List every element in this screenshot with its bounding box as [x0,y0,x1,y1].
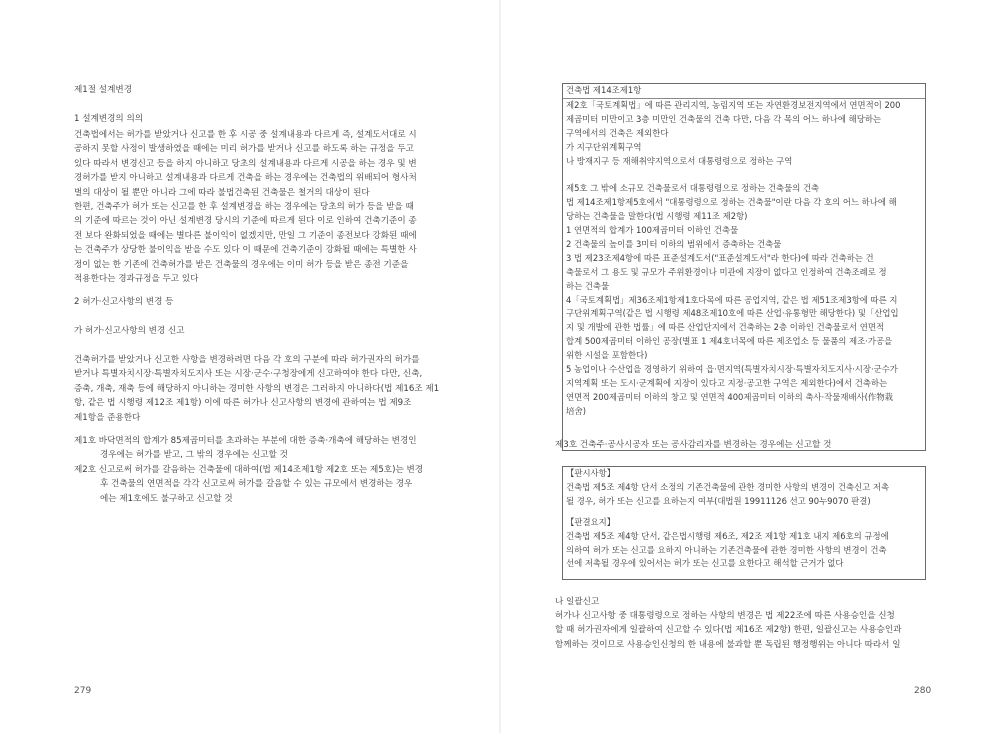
body-line: 의 기준에 따르는 것이 아닌 설계변경 당시의 기준에 따르게 된다 이로 인하여 건축기준이 종 [74,216,417,227]
law-box-line: 위한 시설을 포함한다) [566,350,648,361]
law-box-line: 구역에서의 건축은 제외한다 [566,127,669,138]
case-line: 건축법 제5조 제4항 단서 소정의 기존건축물에 관한 경미한 사항의 변경이 건축신고 저촉 [566,481,890,492]
body-line: 항, 같은 법 시행령 제12조 제1항) 이에 따른 허가나 신고사항의 변경에 관하여는 법 제9조 [74,398,412,409]
body-line: 한편, 건축주가 허가 또는 신고를 한 후 설계변경을 하는 경우에는 당초의 허가 등을 받을 때 [74,202,414,213]
case-line: 건축법 제5조 제4항 단서, 같은법시행령 제6조, 제2조 제1항 제1호 내지 제6호의 규정에 [566,530,889,541]
subsection-b-body [555,609,901,652]
page-number: 279 [74,686,92,696]
clause-item: 제2호 신고로써 허가를 갈음하는 건축물에 대하여(법 제14조제1항 제2호 또는 제5호)는 변경 [74,464,424,475]
case-law-box [562,466,926,580]
subsection-title: 1 설계변경의 의의 [74,114,144,124]
clause-item-3: 제3호 건축주·공사시공자 또는 공사감리자를 변경하는 경우에는 신고할 것 [555,440,832,450]
law-box-line: 하는 건축물 [566,280,610,291]
body-line: 있다 따라서 변경신고 등을 하지 아니하고 당초의 설계내용과 다르게 시공을 하는 경우 및 변 [74,158,417,169]
law-box-line: 축물로서 그 용도 및 규모가 주위환경이나 미관에 지장이 없다고 인정하여 건축조례로 정 [566,266,887,277]
subsection-title: 2 허가·신고사항의 변경 등 [74,297,174,307]
body-line: 허가나 신고사항 중 대통령령으로 정하는 사항의 변경은 법 제22조에 따른 사용승인을 신청 [555,611,895,621]
clause-list [74,434,423,506]
body-line: 건축허가를 받았거나 신고한 사항을 변경하려면 다음 각 호의 구분에 따라 허가권자의 허가를 [74,355,420,365]
body-line: 정이 없는 한 기존에 건축허가를 받은 건축물의 경우에는 이미 허가 등을 받은 종전 기준을 [74,259,409,270]
law-box-line: 지역계획 또는 도시·군계획에 지장이 있다고 지정·공고한 구역은 제외한다)에서 건축하는 [566,378,888,389]
right-page [500,0,1000,733]
law-box-line: 법 제14조제1항제5호에서 "대통령령으로 정하는 건축물"이란 다음 각 호의 어느 하나에 해 [566,197,897,208]
subsection-1-body [74,128,417,286]
body-line: 적용한다는 경과규정을 두고 있다 [74,274,199,285]
case-heading: 【판결요지】 [566,516,616,527]
law-box-line: 제곱미터 미만이고 3층 미만인 건축물의 건축 다만, 다음 각 목의 어느 하나에 해당하는 [566,113,882,124]
law-box-line: 구단위계획구역(같은 법 시행령 제48조제10호에 따른 산업·유통형만 해당한다) 및「산업입 [566,308,899,319]
law-box-line: 2 건축물의 높이를 3미터 이하의 범위에서 증축하는 건축물 [566,238,782,249]
page-number: 280 [914,686,932,696]
body-line: 함께하는 것이므로 사용승인신청의 한 내용에 불과할 뿐 독립된 행정행위는 아니다 따라서 일 [555,639,901,650]
case-line: 될 경우, 허가 또는 신고를 요하는지 여부(대법원 19911126 선고 90누9070 판결) [566,495,871,506]
law-box-line: 가 지구단위계획구역 [566,141,642,152]
body-line: 제1항을 준용한다 [74,412,141,423]
law-box-line: 나 방재지구 등 재해취약지역으로서 대통령령으로 정하는 구역 [566,155,793,166]
subsection-title: 가 허가·신고사항의 변경 신고 [74,326,185,336]
case-heading: 【판시사항】 [566,468,616,478]
law-box-line: 제5호 그 밖에 소규모 건축물로서 대통령령으로 정하는 건축물의 건축 [566,183,820,194]
law-box-line: 연면적 200제곱미터 이하의 창고 및 연면적 400제곱미터 이하의 축사·작물재배사(作物栽 [566,391,894,402]
clause-item: 제1호 바닥면적의 합계가 85제곱미터를 초과하는 부분에 대한 증축·개축에 해당하는 변경인 [74,436,417,446]
case-line: 선에 저촉될 경우에 있어서는 허가 또는 신고를 요한다고 해석할 근거가 없다 [566,558,844,569]
body-line: 건축법에서는 허가를 받았거나 신고를 한 후 시공 중 설계내용과 다르게 즉, 설계도서대로 시 [74,130,417,140]
body-line: 공하지 못할 사정이 발생하였을 때에는 미리 허가를 받거나 신고를 하도록 하는 규정을 두고 [74,144,414,155]
subsection-2a-body [74,353,439,425]
law-box-line: 1 연면적의 합계가 100제곱미터 이하인 건축물 [566,225,739,236]
law-box-line: 지 및 개발에 관한 법률」에 따른 산업단지에서 건축하는 2층 이하인 건축물로서 연면적 [566,322,885,333]
body-line: 는 건축주가 상당한 불이익을 받을 수도 있다 이 때문에 건축기준이 강화될 때에는 특별한 사 [74,245,417,256]
body-line: 벌의 대상이 될 뿐만 아니라 그에 따라 불법건축된 건축물은 철거의 대상이 된다 [74,187,370,198]
law-excerpt-box [562,83,926,451]
law-box-line: 3 법 제23조제4항에 따른 표준설계도서("표준설계도서"라 한다)에 따라 건축하는 건 [566,252,874,263]
body-line: 경허가를 받지 아니하고 설계내용과 다르게 건축을 하는 경우에는 건축법의 위배되어 형사처 [74,173,417,184]
law-box-line: 5 농업이나 수산업을 경영하기 위하여 읍·면지역(특별자치시장·특별자치도지사·시장·군수가 [566,364,898,375]
law-box-line: 培舍) [566,405,587,416]
body-line: 할 때 허가권자에게 일괄하여 신고할 수 있다(법 제16조 제2항) 한편, 일괄신고는 사용승인과 [555,625,902,636]
body-line: 받거나 특별자치시장·특별자치도지사 또는 시장·군수·구청장에게 신고하여야 한다 다만, 신축, [74,369,423,380]
case-line: 의하여 허가 또는 신고를 요하지 아니하는 기존건축물에 관한 경미한 사항의 변경이 건축 [566,544,887,555]
body-line: 전 보다 완화되었을 때에는 별다른 불이익이 없겠지만, 만일 그 기준이 종전보다 강화된 때에 [74,230,417,241]
body-line: 증축, 개축, 재축 등에 해당하지 아니하는 경미한 사항의 변경은 그러하지 아니하다(법 제16조 제1 [74,383,440,394]
law-box-header: 건축법 제14조제1항 [563,84,925,99]
clause-continuation: 후 건축물의 연면적을 각각 신고로써 허가를 갈음할 수 있는 규모에서 변경하는 경우 [100,479,413,490]
law-box-line: 제2호「국토계획법」에 따른 관리지역, 농림지역 또는 자연환경보전지역에서 연면적이 200 [566,99,901,110]
law-box-line: 4「국토계획법」제36조제1항제1호다목에 따른 공업지역, 같은 법 제51조제3항에 따른 지 [566,294,898,305]
law-box-line: 합계 500제곱미터 이하인 공장(별표 1 제4호너목에 따른 제조업소 등 물품의 제조·가공을 [566,336,893,347]
clause-continuation: 경우에는 허가를 받고, 그 밖의 경우에는 신고할 것 [100,450,288,461]
clause-continuation: 에는 제1호에도 불구하고 신고할 것 [100,493,233,504]
subsection-title: 나 일괄신고 [555,597,600,607]
law-box-line: 당하는 건축물을 말한다(법 시행령 제11조 제2항) [566,211,748,222]
section-title: 제1절 설계변경 [74,85,133,95]
law-box-spacer [563,168,925,182]
